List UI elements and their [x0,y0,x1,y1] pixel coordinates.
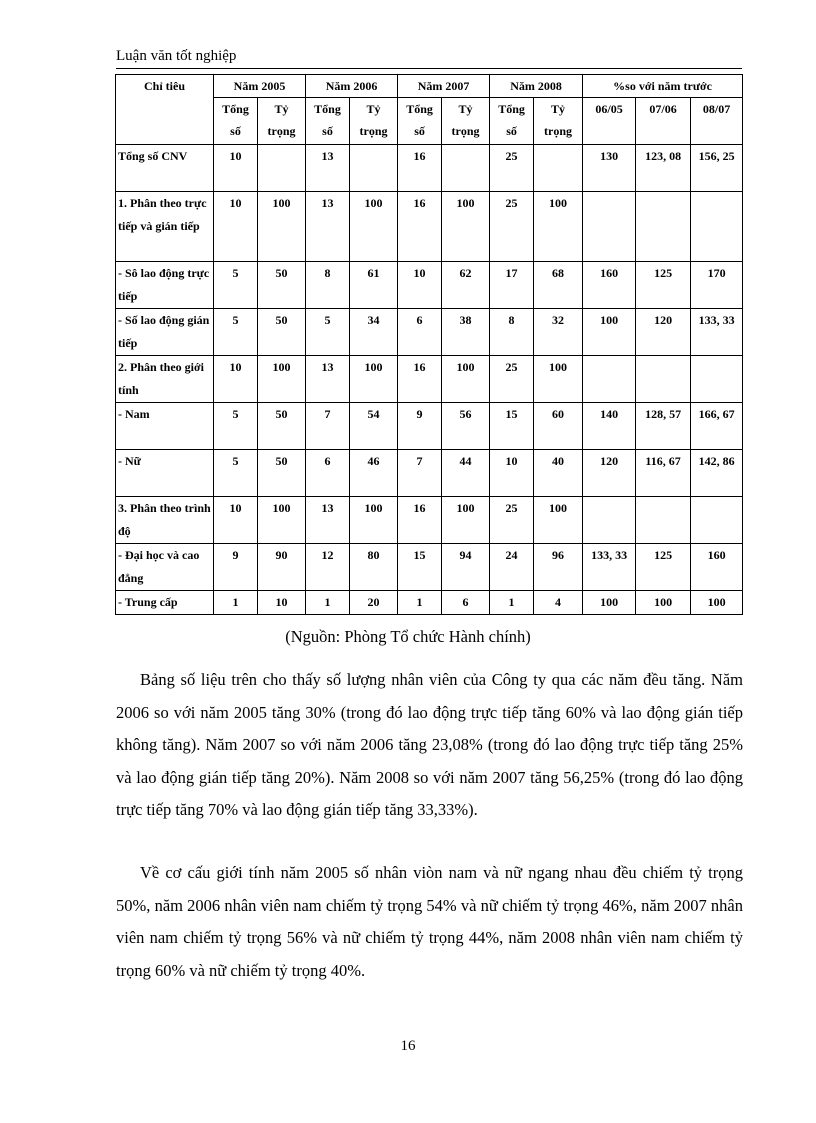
total-cell: 13 [306,145,350,192]
year-header: Năm 2008 [490,75,583,98]
ratio-cell: 100 [442,192,490,262]
total-cell: 16 [398,356,442,403]
compare-cell: 160 [691,544,743,591]
total-cell: 25 [490,145,534,192]
total-cell: 16 [398,192,442,262]
table-row [116,356,743,403]
total-cell: 25 [490,497,534,544]
row-label: 1. Phân theo trực tiếp và gián tiếp [116,192,214,262]
year-header: Năm 2005 [214,75,306,98]
ratio-cell: 100 [258,497,306,544]
total-cell: 24 [490,544,534,591]
compare-cell [636,192,691,262]
total-cell: 10 [214,497,258,544]
ratio-cell: 38 [442,309,490,356]
row-label: Tổng số CNV [116,145,214,192]
ratio-cell: 100 [258,356,306,403]
ratio-cell: 61 [350,262,398,309]
total-cell: 5 [214,262,258,309]
ratio-cell: 20 [350,591,398,615]
total-cell: 16 [398,145,442,192]
compare-cell: 140 [583,403,636,450]
total-cell: 17 [490,262,534,309]
compare-cell [636,497,691,544]
total-cell: 10 [214,356,258,403]
total-cell: 6 [398,309,442,356]
page-number: 16 [400,1038,416,1054]
compare-cell: 100 [636,591,691,615]
compare-cell: 125 [636,262,691,309]
ratio-cell: 100 [534,497,583,544]
ratio-cell: 44 [442,450,490,497]
row-label: - Đại học và cao đẳng [116,544,214,591]
sub-header-total: Tổng số [306,98,350,145]
ratio-cell: 56 [442,403,490,450]
compare-cell: 100 [583,309,636,356]
row-label: - Sô lao động trực tiếp [116,262,214,309]
ratio-cell [442,145,490,192]
total-cell: 25 [490,356,534,403]
ratio-cell: 80 [350,544,398,591]
table-row [116,544,743,591]
compare-cell: 123, 08 [636,145,691,192]
ratio-cell: 96 [534,544,583,591]
row-label: - Nam [116,403,214,450]
compare-cell [583,192,636,262]
compare-cell [583,497,636,544]
row-label: - Số lao động gián tiếp [116,309,214,356]
total-cell: 5 [214,450,258,497]
ratio-cell: 54 [350,403,398,450]
sub-header-compare: 08/07 [691,98,743,145]
compare-cell: 156, 25 [691,145,743,192]
ratio-cell: 50 [258,403,306,450]
table-row [116,591,743,615]
total-cell: 25 [490,192,534,262]
body-paragraph: Bảng số liệu trên cho thấy số lượng nhân viên của Công ty qua các năm đều tăng. Năm 2006 so với năm 2005 tăng 30% (trong đó lao động trực tiếp tăng 60% và lao động gián tiếp không tăng). Năm 2007 so với năm 2006 tăng 23,08% (trong đó lao động trực tiếp tăng 25% và lao động gián tiếp tăng 20%). Năm 2008 so với năm 2007 tăng 56,25% (trong đó lao động trực tiếp tăng 70% và lao động gián tiếp tăng 33,33%). [116,670,743,819]
total-cell: 1 [214,591,258,615]
ratio-cell: 40 [534,450,583,497]
row-label: - Nữ [116,450,214,497]
total-cell: 1 [398,591,442,615]
compare-cell: 142, 86 [691,450,743,497]
total-cell: 7 [398,450,442,497]
total-cell: 10 [398,262,442,309]
employee-statistics-table [115,74,743,615]
sub-header-total: Tổng số [490,98,534,145]
total-cell: 6 [306,450,350,497]
ratio-cell: 100 [534,192,583,262]
compare-cell: 160 [583,262,636,309]
ratio-cell: 34 [350,309,398,356]
total-cell: 13 [306,497,350,544]
header-divider [116,68,742,69]
compare-header: %so với năm trước [583,75,743,98]
total-cell: 1 [306,591,350,615]
year-header: Năm 2006 [306,75,398,98]
total-cell: 7 [306,403,350,450]
ratio-cell: 100 [350,356,398,403]
table-row [116,145,743,192]
ratio-cell: 100 [534,356,583,403]
compare-cell [691,356,743,403]
ratio-cell: 100 [258,192,306,262]
compare-cell: 133, 33 [691,309,743,356]
compare-cell: 120 [636,309,691,356]
ratio-cell: 50 [258,309,306,356]
ratio-cell: 100 [442,356,490,403]
compare-cell [691,192,743,262]
ratio-cell: 94 [442,544,490,591]
compare-cell: 120 [583,450,636,497]
table-row [116,497,743,544]
total-cell: 8 [490,309,534,356]
total-cell: 15 [490,403,534,450]
total-cell: 8 [306,262,350,309]
total-cell: 1 [490,591,534,615]
running-header-title: Luận văn tốt nghiệp [116,48,237,64]
ratio-cell [350,145,398,192]
row-label: 2. Phân theo giới tính [116,356,214,403]
year-header: Năm 2007 [398,75,490,98]
sub-header-ratio: Tỷ trọng [442,98,490,145]
sub-header-total: Tổng số [214,98,258,145]
sub-header-ratio: Tỷ trọng [258,98,306,145]
total-cell: 12 [306,544,350,591]
ratio-cell: 100 [350,192,398,262]
compare-cell [636,356,691,403]
compare-cell: 100 [691,591,743,615]
ratio-cell: 68 [534,262,583,309]
ratio-cell [258,145,306,192]
source-note: (Nguồn: Phòng Tổ chức Hành chính) [285,627,531,646]
sub-header-ratio: Tỷ trọng [534,98,583,145]
compare-cell: 166, 67 [691,403,743,450]
table-row [116,450,743,497]
sub-header-compare: 07/06 [636,98,691,145]
compare-cell: 130 [583,145,636,192]
row-label: - Trung cấp [116,591,214,615]
compare-cell: 116, 67 [636,450,691,497]
sub-header-total: Tổng số [398,98,442,145]
compare-cell: 170 [691,262,743,309]
table-row [116,309,743,356]
compare-cell: 128, 57 [636,403,691,450]
ratio-cell: 62 [442,262,490,309]
ratio-cell: 60 [534,403,583,450]
sub-header-ratio: Tỷ trọng [350,98,398,145]
indicator-header: Chỉ tiêu [116,75,214,145]
total-cell: 9 [398,403,442,450]
total-cell: 16 [398,497,442,544]
total-cell: 10 [490,450,534,497]
compare-cell [583,356,636,403]
compare-cell: 100 [583,591,636,615]
total-cell: 10 [214,145,258,192]
ratio-cell: 50 [258,450,306,497]
total-cell: 13 [306,192,350,262]
ratio-cell: 100 [350,497,398,544]
total-cell: 5 [214,403,258,450]
total-cell: 13 [306,356,350,403]
table-row [116,192,743,262]
ratio-cell: 90 [258,544,306,591]
ratio-cell: 46 [350,450,398,497]
ratio-cell [534,145,583,192]
ratio-cell: 32 [534,309,583,356]
total-cell: 5 [306,309,350,356]
compare-cell: 125 [636,544,691,591]
ratio-cell: 100 [442,497,490,544]
total-cell: 10 [214,192,258,262]
ratio-cell: 50 [258,262,306,309]
compare-cell: 133, 33 [583,544,636,591]
table-row [116,262,743,309]
ratio-cell: 4 [534,591,583,615]
body-paragraph: Về cơ cấu giới tính năm 2005 số nhân viòn nam và nữ ngang nhau đều chiếm tỷ trọng 50%, năm 2006 nhân viên nam chiếm tỷ trọng 54% và nữ chiếm tỷ trọng 46%, năm 2007 nhân viên nam chiếm tỷ trọng 56% và nữ chiếm tỷ trọng 44%, năm 2008 nhân viên nam chiếm tỷ trọng 60% và nữ chiếm tỷ trọng 40%. [116,863,743,980]
compare-cell [691,497,743,544]
row-label: 3. Phân theo trình độ [116,497,214,544]
ratio-cell: 6 [442,591,490,615]
ratio-cell: 10 [258,591,306,615]
total-cell: 9 [214,544,258,591]
table-row [116,403,743,450]
total-cell: 5 [214,309,258,356]
total-cell: 15 [398,544,442,591]
sub-header-compare: 06/05 [583,98,636,145]
